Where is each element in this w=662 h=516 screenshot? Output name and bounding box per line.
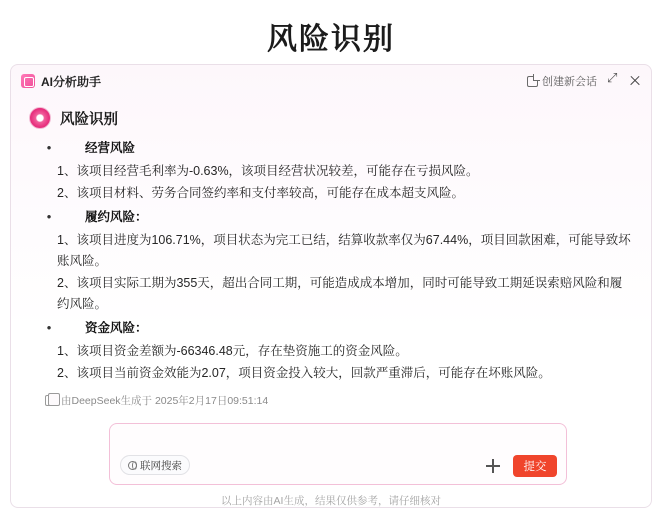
new-chat-icon bbox=[527, 76, 538, 87]
bullet-icon: • bbox=[46, 140, 52, 155]
section-heading-label: 资金风险： bbox=[85, 321, 148, 335]
section-paragraph: 2、该项目材料、劳务合同签约率和支付率较高，可能存在成本超支风险。 bbox=[57, 186, 464, 200]
submit-button[interactable]: 提交 bbox=[513, 455, 557, 477]
section-paragraph: 2、该项目当前资金效能为2.07，项目资金投入较大，回款严重滞后，可能存在坏账风险。 bbox=[57, 366, 551, 380]
message-header bbox=[29, 107, 633, 129]
message-content bbox=[11, 97, 651, 408]
panel-title: AI分析助手 bbox=[41, 74, 102, 89]
disclaimer-text: 以上内容由AI生成，结果仅供参考，请仔细核对 bbox=[221, 495, 441, 507]
ai-logo-icon bbox=[21, 74, 35, 88]
section-paragraph: 2、该项目实际工期为355天，超出合同工期，可能造成成本增加，同时可能导致工期延误索赔风险和履约风险。 bbox=[57, 276, 623, 311]
message-body bbox=[29, 137, 633, 384]
globe-icon bbox=[128, 461, 137, 470]
panel-header-actions bbox=[527, 73, 641, 89]
assistant-avatar-icon bbox=[29, 107, 51, 129]
composer bbox=[109, 423, 567, 485]
web-search-toggle[interactable] bbox=[120, 455, 190, 475]
section-heading bbox=[41, 137, 633, 159]
generation-footer bbox=[29, 393, 633, 408]
section-heading-label: 履约风险： bbox=[85, 210, 148, 224]
attach-button[interactable] bbox=[482, 455, 504, 477]
copy-icon[interactable] bbox=[45, 395, 55, 406]
expand-icon[interactable] bbox=[607, 75, 619, 87]
close-icon[interactable] bbox=[629, 75, 641, 87]
section-heading bbox=[41, 317, 633, 339]
web-search-label: 联网搜索 bbox=[140, 459, 182, 472]
composer-inner bbox=[110, 424, 566, 484]
section-paragraph: 1、该项目资金差额为-66346.48元，存在垫资施工的资金风险。 bbox=[57, 344, 408, 358]
ai-assistant-panel bbox=[10, 64, 652, 508]
message-title: 风险识别 bbox=[60, 111, 118, 128]
page-title: 风险识别 bbox=[267, 23, 395, 56]
new-chat-label: 创建新会话 bbox=[542, 76, 597, 88]
generation-info: 由DeepSeek生成于 2025年2月17日09:51:14 bbox=[61, 395, 269, 407]
panel-header bbox=[11, 65, 651, 97]
new-chat-button[interactable] bbox=[527, 73, 597, 89]
section-heading-label: 经营风险 bbox=[85, 141, 136, 155]
bullet-icon: • bbox=[46, 320, 52, 335]
section-heading bbox=[41, 206, 633, 228]
bullet-icon: • bbox=[46, 209, 52, 224]
section-paragraph: 1、该项目进度为106.71%，项目状态为完工已结，结算收款率仅为67.44%，项目回款困难，可能导致坏账风险。 bbox=[57, 233, 631, 268]
section-paragraph: 1、该项目经营毛利率为-0.63%，该项目经营状况较差，可能存在亏损风险。 bbox=[57, 164, 479, 178]
